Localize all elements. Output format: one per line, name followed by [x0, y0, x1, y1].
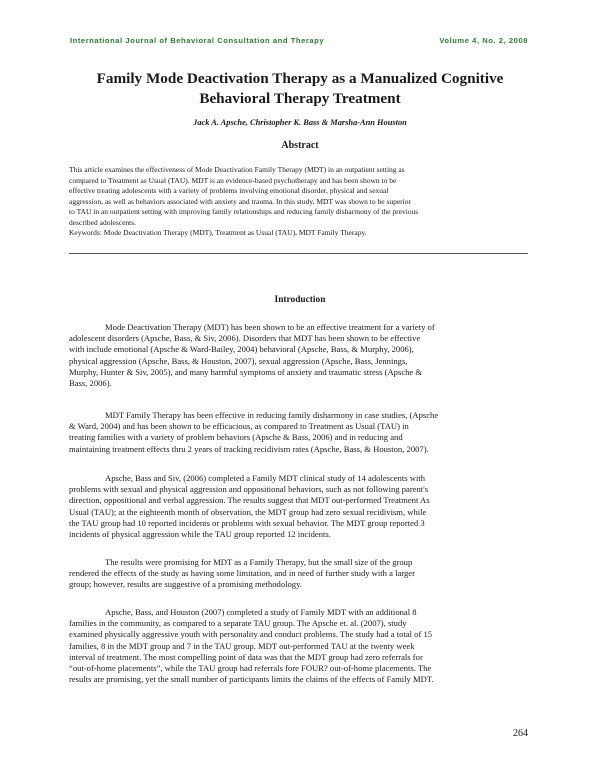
intro-paragraph-1 — [69, 322, 539, 389]
paragraph-line: families, 8 in the MDT group and 7 in the TAU group. MDT out-performed TAU at the twenty week — [69, 640, 415, 651]
paragraph-line: Apsche, Bass and Siv, (2006) completed a Family MDT clinical study of 14 adolescents with — [105, 473, 426, 483]
abstract-line: This article examines the effectiveness of Mode Deactivation Family Therapy (MDT) in an outpatient setting as — [69, 165, 405, 174]
article-title — [60, 69, 540, 109]
paragraph-line: MDT Family Therapy has been effective in reducing family disharmony in case studies, (Apsche — [105, 410, 439, 420]
paragraph-line: group; however, results are suggestive of a promising methodology. — [69, 579, 302, 590]
intro-paragraph-2 — [69, 410, 539, 455]
article-title-line: Family Mode Deactivation Therapy as a Manualized Cognitive — [96, 70, 504, 87]
paragraph-line: “out-of-home placements”, while the TAU group had referrals fore FOUR? out-of-home placements. The — [69, 663, 432, 674]
paragraph-line: physical aggression (Apsche, Bass, & Houston, 2007), sexual aggression (Apsche, Bass, Jennings, — [69, 355, 408, 366]
article-title-line: Behavioral Therapy Treatment — [199, 90, 401, 107]
paragraph-line: with include emotional (Apsche & Ward-Bailey, 2004) behavioral (Apsche, Bass, & Murphy, 2006), — [69, 344, 414, 355]
journal-volume: Volume 4, No. 2, 2008 — [439, 36, 528, 45]
paragraph-line: direction, oppositional and verbal aggression. The results suggest that MDT out-performed Treatment As — [69, 495, 430, 506]
introduction-heading: Introduction — [274, 295, 326, 305]
intro-paragraph-5 — [69, 607, 539, 685]
abstract-line: described adolescents. — [69, 217, 137, 227]
abstract-line: compared to Treatment as Usual (TAU). MDT is an evidence-based psychotherapy and has been shown to be — [69, 175, 397, 185]
paragraph-line: The results were promising for MDT as a Family Therapy, but the small size of the group — [105, 557, 413, 567]
paragraph-line: rendered the effects of the study as having some limitation, and in need of further study with a larger — [69, 568, 415, 579]
paragraph-line: families in the community, as compared to a separate TAU group. The Apsche et. al. (2007), study — [69, 618, 407, 629]
paragraph-line: Apsche, Bass, and Houston (2007) completed a study of Family MDT with an additional 8 — [105, 607, 417, 617]
running-header — [70, 36, 528, 48]
page-number: 264 — [513, 728, 528, 739]
paragraph-line: adolescent disorders (Apsche, Bass, & Siv, 2006). Disorders that MDT has been shown to be effective — [69, 333, 421, 344]
intro-paragraph-3 — [69, 473, 539, 540]
article-authors: Jack A. Apsche, Christopher K. Bass & Marsha-Ann Houston — [193, 118, 407, 127]
paragraph-line: results are promising, yet the small number of participants limits the claims of the effects of Family MDT. — [69, 674, 434, 685]
abstract-heading: Abstract — [281, 140, 319, 151]
paragraph-line: & Ward, 2004) and has been shown to be efficacious, as compared to Treatment as Usual (TAU) in — [69, 421, 409, 432]
journal-name: International Journal of Behavioral Consultation and Therapy — [70, 36, 325, 45]
paragraph-line: the TAU group had 10 reported incidents or problems with sexual behavior. The MDT group reported 3 — [69, 517, 425, 528]
paragraph-line: maintaining treatment effects thru 2 years of tracking recidivism rates (Apsche, Bass, & Houston, 2007). — [69, 443, 429, 454]
paragraph-line: interval of treatment. The most compelling point of data was that the MDT group had zero referrals for — [69, 651, 423, 662]
abstract-line: effective treating adolescents with a variety of problems involving emotional disorder, physical and sexual — [69, 186, 389, 195]
paragraph-line: Mode Deactivation Therapy (MDT) has been shown to be an effective treatment for a variety of — [105, 322, 435, 332]
abstract-line: aggression, as well as behaviors associated with anxiety and trauma. In this study, MDT was shown to be superior — [69, 196, 412, 206]
paragraph-line: incidents of physical aggression while the TAU group reported 12 incidents. — [69, 529, 331, 540]
section-divider — [69, 253, 528, 254]
paragraph-line: Murphy, Hunter & Siv, 2005), and many harmful symptoms of anxiety and traumatic stress (Apsche & — [69, 366, 423, 377]
paragraph-line: Bass, 2006). — [69, 378, 112, 389]
intro-paragraph-4 — [69, 557, 539, 591]
paragraph-line: problems with sexual and physical aggression and oppositional behaviors, such as not following parent's — [69, 484, 429, 495]
paragraph-line: Usual (TAU); at the eighteenth month of observation, the MDT group had zero sexual recidivism, while — [69, 506, 427, 517]
paragraph-line: treating families with a variety of problem behaviors (Apsche & Bass, 2006) and in reducing and — [69, 432, 403, 443]
abstract-line: to TAU in an outpatient setting with improving family relationships and reducing family disharmony of the previous — [69, 207, 419, 216]
abstract-body — [69, 165, 534, 239]
paragraph-line: examined physically aggressive youth with personality and conduct problems. The study had a total of 15 — [69, 629, 433, 640]
abstract-keywords: Keywords: Mode Deactivation Therapy (MDT), Treatment as Usual (TAU), MDT Family Therapy. — [69, 228, 367, 237]
